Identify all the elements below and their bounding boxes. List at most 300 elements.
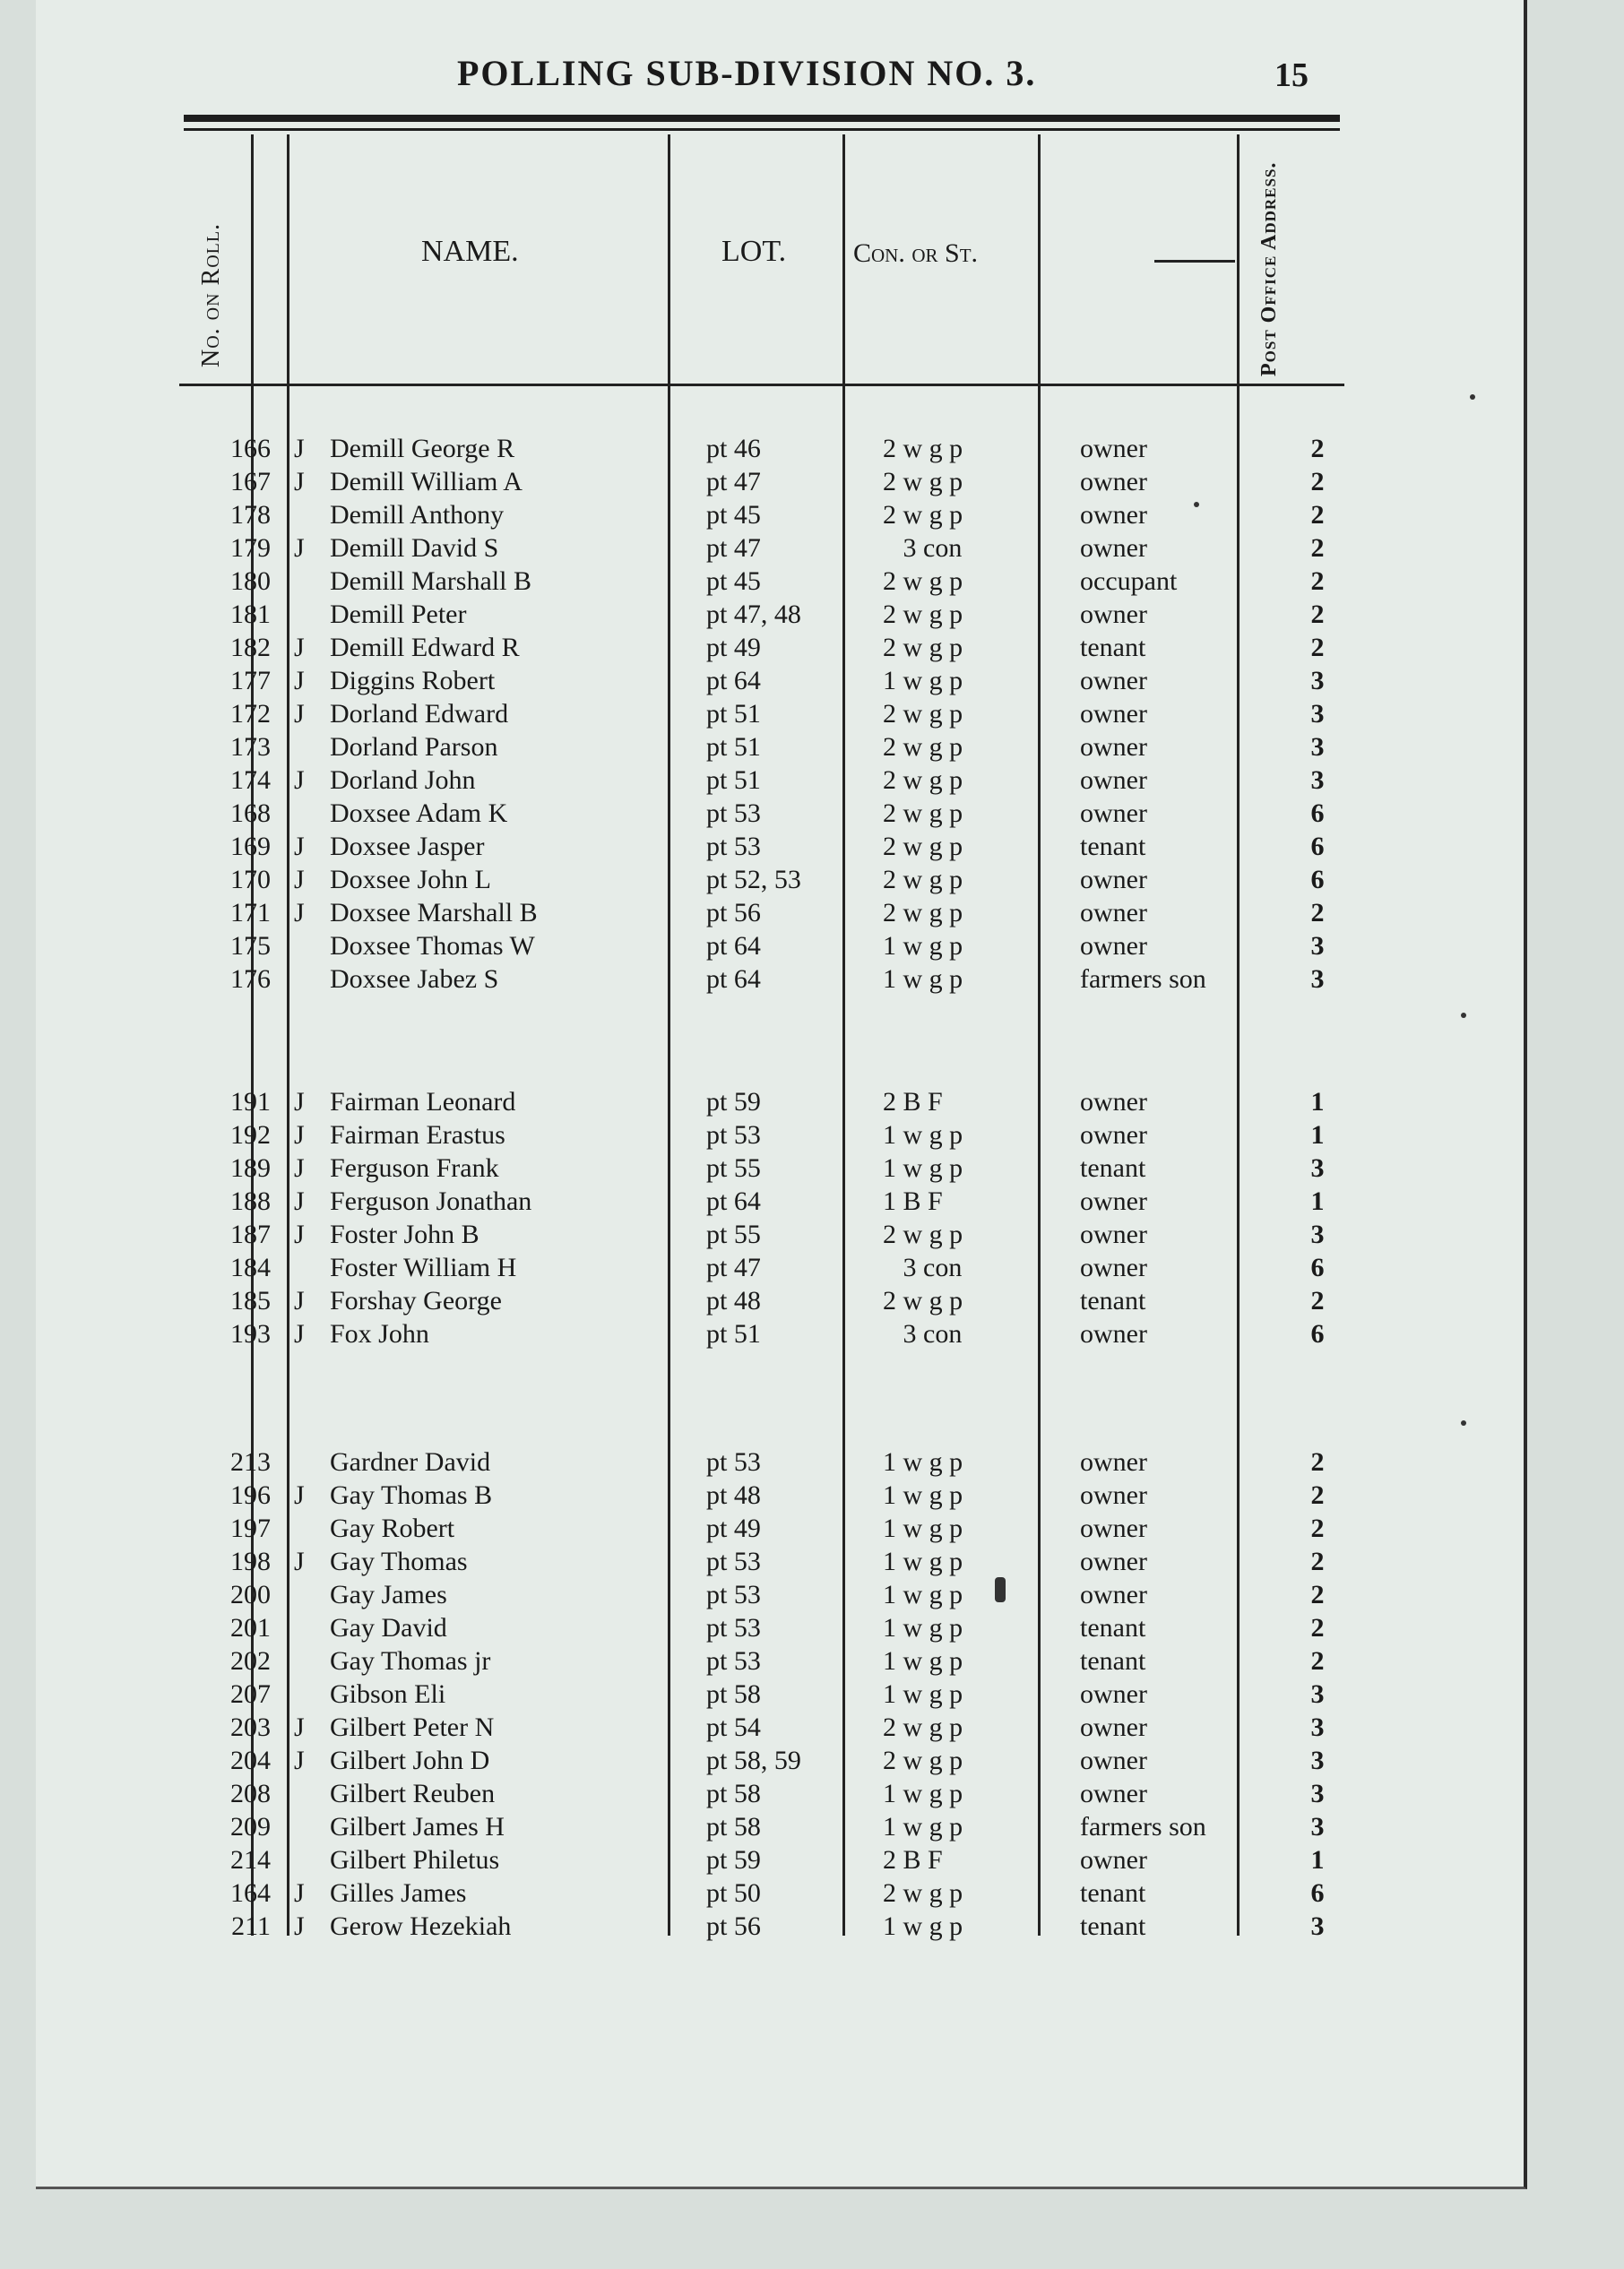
occupation: owner	[1080, 1547, 1147, 1576]
post-office: 2	[1310, 1580, 1325, 1609]
lot: pt 50	[706, 1878, 761, 1908]
voter-name: Dorland John	[330, 765, 476, 795]
concession: 2 B F	[883, 1087, 943, 1117]
post-office: 3	[1310, 1779, 1325, 1808]
roll-number: 189	[230, 1153, 271, 1183]
occupation: owner	[1080, 1779, 1147, 1808]
occupation: owner	[1080, 1220, 1147, 1249]
occupation: owner	[1080, 1447, 1147, 1477]
lot: pt 55	[706, 1153, 761, 1183]
header-bottom-rule	[179, 384, 1344, 386]
lot: pt 53	[706, 798, 761, 828]
concession: 1 w g p	[883, 1613, 963, 1643]
lot: pt 53	[706, 1613, 761, 1643]
concession: 2 w g p	[883, 732, 963, 762]
occupation: tenant	[1080, 1613, 1146, 1643]
concession: 1 w g p	[883, 964, 963, 994]
voter-name: Ferguson Frank	[330, 1153, 499, 1183]
post-office: 6	[1310, 865, 1325, 894]
lot: pt 64	[706, 964, 761, 994]
roll-number: 181	[230, 600, 271, 629]
lot: pt 46	[706, 434, 761, 463]
post-office: 6	[1310, 1878, 1325, 1908]
juror-mark: J	[294, 434, 305, 463]
roll-number: 211	[231, 1911, 271, 1941]
post-office: 1	[1310, 1120, 1325, 1150]
table-row	[170, 598, 1353, 631]
occupation: owner	[1080, 533, 1147, 563]
post-office: 1	[1310, 1845, 1325, 1875]
table-row	[170, 1744, 1353, 1777]
table-row	[170, 1678, 1353, 1711]
ink-speck	[1470, 394, 1475, 400]
post-office: 2	[1310, 898, 1325, 927]
juror-mark: J	[294, 1120, 305, 1150]
occupation: owner	[1080, 434, 1147, 463]
roll-number: 209	[230, 1812, 271, 1842]
juror-mark: J	[294, 898, 305, 927]
table-row	[170, 863, 1353, 896]
voter-name: Dorland Parson	[330, 732, 498, 762]
post-office: 3	[1310, 931, 1325, 961]
occupation: tenant	[1080, 1153, 1146, 1183]
table-row	[170, 797, 1353, 830]
concession: 2 w g p	[883, 798, 963, 828]
voter-name: Gerow Hezekiah	[330, 1911, 512, 1941]
header-post-office-address: Post Office Address.	[1257, 161, 1281, 376]
occupation: owner	[1080, 798, 1147, 828]
lot: pt 47	[706, 533, 761, 563]
voter-name: Gay James	[330, 1580, 447, 1609]
post-office: 2	[1310, 467, 1325, 496]
juror-mark: J	[294, 865, 305, 894]
roll-number: 213	[230, 1447, 271, 1477]
table-row	[170, 1777, 1353, 1810]
table-row	[170, 531, 1353, 565]
post-office: 3	[1310, 1746, 1325, 1775]
post-office: 2	[1310, 434, 1325, 463]
concession: 1 w g p	[883, 1480, 963, 1510]
voter-name: Demill Anthony	[330, 500, 505, 530]
lot: pt 47	[706, 1253, 761, 1282]
occupation: owner	[1080, 931, 1147, 961]
document-page	[36, 0, 1527, 2189]
table-row	[170, 929, 1353, 962]
concession: 1 w g p	[883, 931, 963, 961]
juror-mark: J	[294, 765, 305, 795]
page-number: 15	[1274, 56, 1309, 94]
roll-number: 203	[230, 1713, 271, 1742]
juror-mark: J	[294, 1186, 305, 1216]
juror-mark: J	[294, 666, 305, 695]
occupation: owner	[1080, 666, 1147, 695]
post-office: 2	[1310, 633, 1325, 662]
occupation: tenant	[1080, 1286, 1146, 1316]
post-office: 2	[1310, 1613, 1325, 1643]
table-row	[170, 962, 1353, 996]
concession: 2 w g p	[883, 467, 963, 496]
concession: 1 w g p	[883, 1646, 963, 1676]
voter-name: Gilbert Philetus	[330, 1845, 500, 1875]
roll-number: 202	[230, 1646, 271, 1676]
concession: 2 w g p	[883, 865, 963, 894]
post-office: 1	[1310, 1087, 1325, 1117]
roll-number: 174	[230, 765, 271, 795]
post-office: 3	[1310, 732, 1325, 762]
concession: 2 w g p	[883, 434, 963, 463]
concession: 1 w g p	[883, 1812, 963, 1842]
occupation: tenant	[1080, 1646, 1146, 1676]
voter-name: Demill William A	[330, 467, 523, 496]
occupation: owner	[1080, 467, 1147, 496]
voter-name: Gay Thomas jr	[330, 1646, 491, 1676]
juror-mark: J	[294, 1878, 305, 1908]
table-row	[170, 1578, 1353, 1611]
table-row	[170, 1644, 1353, 1678]
post-office: 2	[1310, 1646, 1325, 1676]
occupation: owner	[1080, 1480, 1147, 1510]
table-row	[170, 631, 1353, 664]
lot: pt 64	[706, 1186, 761, 1216]
occupation: owner	[1080, 1120, 1147, 1150]
post-office: 3	[1310, 666, 1325, 695]
voter-name: Demill Peter	[330, 600, 467, 629]
table-row	[170, 1284, 1353, 1317]
table-row	[170, 1445, 1353, 1479]
occupation: farmers son	[1080, 1812, 1206, 1842]
lot: pt 59	[706, 1087, 761, 1117]
post-office: 6	[1310, 1253, 1325, 1282]
table-row	[170, 498, 1353, 531]
juror-mark: J	[294, 1286, 305, 1316]
juror-mark: J	[294, 699, 305, 729]
post-office: 6	[1310, 1319, 1325, 1349]
concession: 1 w g p	[883, 1580, 963, 1609]
lot: pt 51	[706, 732, 761, 762]
voter-name: Gilbert John D	[330, 1746, 490, 1775]
table-row	[170, 1251, 1353, 1284]
post-office: 3	[1310, 1812, 1325, 1842]
juror-mark: J	[294, 1746, 305, 1775]
post-office: 3	[1310, 699, 1325, 729]
post-office: 3	[1310, 1911, 1325, 1941]
voter-name: Doxsee Marshall B	[330, 898, 538, 927]
roll-number: 214	[230, 1845, 271, 1875]
concession: 2 w g p	[883, 832, 963, 861]
voter-name: Fairman Leonard	[330, 1087, 516, 1117]
occupation: owner	[1080, 1319, 1147, 1349]
occupation: owner	[1080, 1186, 1147, 1216]
juror-mark: J	[294, 1319, 305, 1349]
table-row	[170, 465, 1353, 498]
voter-name: Demill George R	[330, 434, 515, 463]
roll-number: 207	[230, 1679, 271, 1709]
lot: pt 51	[706, 1319, 761, 1349]
lot: pt 45	[706, 500, 761, 530]
table-row	[170, 1085, 1353, 1118]
occupation: tenant	[1080, 1878, 1146, 1908]
lot: pt 55	[706, 1220, 761, 1249]
juror-mark: J	[294, 1713, 305, 1742]
concession: 1 w g p	[883, 1447, 963, 1477]
occupation: owner	[1080, 1580, 1147, 1609]
table-row	[170, 1910, 1353, 1943]
lot: pt 47, 48	[706, 600, 801, 629]
lot: pt 47	[706, 467, 761, 496]
post-office: 3	[1310, 964, 1325, 994]
roll-number: 172	[230, 699, 271, 729]
table-row	[170, 664, 1353, 697]
roll-number: 166	[230, 434, 271, 463]
post-office: 3	[1310, 1679, 1325, 1709]
post-office: 6	[1310, 798, 1325, 828]
post-office: 3	[1310, 1220, 1325, 1249]
table-row	[170, 830, 1353, 863]
lot: pt 51	[706, 765, 761, 795]
table-row	[170, 1479, 1353, 1512]
voter-name: Demill David S	[330, 533, 499, 563]
concession: 2 w g p	[883, 1878, 963, 1908]
voter-name: Doxsee Jabez S	[330, 964, 499, 994]
voter-name: Foster John B	[330, 1220, 479, 1249]
occupation: tenant	[1080, 1911, 1146, 1941]
occupation: owner	[1080, 1087, 1147, 1117]
lot: pt 49	[706, 633, 761, 662]
roll-number: 185	[230, 1286, 271, 1316]
table-row	[170, 1611, 1353, 1644]
juror-mark: J	[294, 832, 305, 861]
post-office: 2	[1310, 1547, 1325, 1576]
roll-number: 208	[230, 1779, 271, 1808]
concession: 1 w g p	[883, 1547, 963, 1576]
occupation: owner	[1080, 1514, 1147, 1543]
concession: 2 w g p	[883, 1220, 963, 1249]
table-row	[170, 565, 1353, 598]
post-office: 2	[1310, 1480, 1325, 1510]
post-office: 6	[1310, 832, 1325, 861]
table-row	[170, 432, 1353, 465]
table-row	[170, 1152, 1353, 1185]
lot: pt 53	[706, 832, 761, 861]
lot: pt 54	[706, 1713, 761, 1742]
juror-mark: J	[294, 633, 305, 662]
page-title: POLLING SUB-DIVISION NO. 3.	[457, 53, 1037, 93]
concession: 1 w g p	[883, 1779, 963, 1808]
voter-name: Doxsee John L	[330, 865, 491, 894]
roll-number: 204	[230, 1746, 271, 1775]
lot: pt 53	[706, 1646, 761, 1676]
post-office: 2	[1310, 1447, 1325, 1477]
occupation: owner	[1080, 1713, 1147, 1742]
header-con-or-st: Con. or St.	[853, 238, 979, 268]
lot: pt 59	[706, 1845, 761, 1875]
table-row	[170, 1317, 1353, 1350]
concession: 2 w g p	[883, 1746, 963, 1775]
roll-number: 169	[230, 832, 271, 861]
roll-number: 182	[230, 633, 271, 662]
post-office: 3	[1310, 765, 1325, 795]
roll-number: 187	[230, 1220, 271, 1249]
voter-name: Doxsee Jasper	[330, 832, 485, 861]
table-row	[170, 1512, 1353, 1545]
roll-number: 197	[230, 1514, 271, 1543]
header-blank-dash	[1154, 260, 1235, 263]
roll-number: 177	[230, 666, 271, 695]
concession: 2 w g p	[883, 500, 963, 530]
lot: pt 56	[706, 1911, 761, 1941]
juror-mark: J	[294, 1480, 305, 1510]
concession: 2 B F	[883, 1845, 943, 1875]
concession: 1 w g p	[883, 1153, 963, 1183]
table-row	[170, 1185, 1353, 1218]
voter-name: Gilbert James H	[330, 1812, 505, 1842]
post-office: 2	[1310, 500, 1325, 530]
voter-name: Gilles James	[330, 1878, 467, 1908]
roll-number: 198	[230, 1547, 271, 1576]
juror-mark: J	[294, 1153, 305, 1183]
post-office: 1	[1310, 1186, 1325, 1216]
post-office: 2	[1310, 1514, 1325, 1543]
top-rule-thin	[184, 128, 1340, 131]
roll-number: 188	[230, 1186, 271, 1216]
juror-mark: J	[294, 1911, 305, 1941]
roll-number: 200	[230, 1580, 271, 1609]
occupation: owner	[1080, 1679, 1147, 1709]
juror-mark: J	[294, 533, 305, 563]
voter-name: Gibson Eli	[330, 1679, 446, 1709]
concession: 1 w g p	[883, 666, 963, 695]
lot: pt 49	[706, 1514, 761, 1543]
lot: pt 58	[706, 1812, 761, 1842]
concession: 2 w g p	[883, 699, 963, 729]
voter-name: Fairman Erastus	[330, 1120, 505, 1150]
post-office: 2	[1310, 1286, 1325, 1316]
occupation: owner	[1080, 1253, 1147, 1282]
occupation: occupant	[1080, 566, 1178, 596]
roll-number: 193	[230, 1319, 271, 1349]
header-no-on-roll: No. on Roll.	[197, 222, 225, 367]
top-rule-thick	[184, 115, 1340, 122]
lot: pt 64	[706, 666, 761, 695]
ink-speck	[995, 1577, 1006, 1602]
concession: 1 B F	[883, 1186, 943, 1216]
occupation: owner	[1080, 865, 1147, 894]
lot: pt 48	[706, 1286, 761, 1316]
occupation: owner	[1080, 1746, 1147, 1775]
lot: pt 53	[706, 1447, 761, 1477]
roll-number: 180	[230, 566, 271, 596]
voter-name: Demill Edward R	[330, 633, 520, 662]
ink-speck	[1461, 1013, 1466, 1018]
occupation: owner	[1080, 765, 1147, 795]
voter-name: Dorland Edward	[330, 699, 509, 729]
lot: pt 53	[706, 1547, 761, 1576]
occupation: owner	[1080, 600, 1147, 629]
roll-number: 179	[230, 533, 271, 563]
roll-number: 175	[230, 931, 271, 961]
roll-number: 167	[230, 467, 271, 496]
lot: pt 53	[706, 1120, 761, 1150]
concession: 1 w g p	[883, 1679, 963, 1709]
table-row	[170, 1810, 1353, 1843]
voter-name: Demill Marshall B	[330, 566, 531, 596]
lot: pt 53	[706, 1580, 761, 1609]
concession: 1 w g p	[883, 1120, 963, 1150]
roll-number: 168	[230, 798, 271, 828]
lot: pt 58	[706, 1679, 761, 1709]
table-row	[170, 896, 1353, 929]
table-row	[170, 1218, 1353, 1251]
roll-number: 192	[230, 1120, 271, 1150]
lot: pt 52, 53	[706, 865, 801, 894]
concession: 2 w g p	[883, 566, 963, 596]
juror-mark: J	[294, 467, 305, 496]
table-row	[170, 1545, 1353, 1578]
post-office: 2	[1310, 533, 1325, 563]
lot: pt 64	[706, 931, 761, 961]
table-row	[170, 1118, 1353, 1152]
occupation: owner	[1080, 898, 1147, 927]
table-row	[170, 1843, 1353, 1876]
concession: 1 w g p	[883, 1514, 963, 1543]
voter-name: Gay Thomas B	[330, 1480, 493, 1510]
lot: pt 58, 59	[706, 1746, 801, 1775]
lot: pt 45	[706, 566, 761, 596]
table-row	[170, 697, 1353, 730]
table-row	[170, 1876, 1353, 1910]
voter-name: Gardner David	[330, 1447, 491, 1477]
roll-number: 184	[230, 1253, 271, 1282]
juror-mark: J	[294, 1547, 305, 1576]
ink-speck	[1194, 502, 1199, 507]
juror-mark: J	[294, 1220, 305, 1249]
voter-name: Gay David	[330, 1613, 447, 1643]
table-row	[170, 730, 1353, 764]
concession: 2 w g p	[883, 1713, 963, 1742]
voter-name: Fox John	[330, 1319, 429, 1349]
concession: 3 con	[883, 1253, 963, 1282]
roll-number: 196	[230, 1480, 271, 1510]
voter-name: Gay Robert	[330, 1514, 455, 1543]
concession: 2 w g p	[883, 633, 963, 662]
concession: 2 w g p	[883, 600, 963, 629]
lot: pt 48	[706, 1480, 761, 1510]
voter-name: Gay Thomas	[330, 1547, 468, 1576]
header-lot: LOT.	[721, 235, 787, 268]
roll-number: 170	[230, 865, 271, 894]
occupation: farmers son	[1080, 964, 1206, 994]
roll-number: 173	[230, 732, 271, 762]
lot: pt 58	[706, 1779, 761, 1808]
roll-number: 171	[230, 898, 271, 927]
voter-name: Diggins Robert	[330, 666, 496, 695]
concession: 2 w g p	[883, 765, 963, 795]
lot: pt 56	[706, 898, 761, 927]
concession: 3 con	[883, 533, 963, 563]
concession: 2 w g p	[883, 1286, 963, 1316]
occupation: tenant	[1080, 832, 1146, 861]
ink-speck	[1461, 1420, 1466, 1426]
table-row	[170, 764, 1353, 797]
concession: 3 con	[883, 1319, 963, 1349]
voter-name: Forshay George	[330, 1286, 502, 1316]
voter-name: Gilbert Reuben	[330, 1779, 496, 1808]
roll-number: 178	[230, 500, 271, 530]
voter-name: Gilbert Peter N	[330, 1713, 495, 1742]
lot: pt 51	[706, 699, 761, 729]
post-office: 3	[1310, 1153, 1325, 1183]
concession: 2 w g p	[883, 898, 963, 927]
